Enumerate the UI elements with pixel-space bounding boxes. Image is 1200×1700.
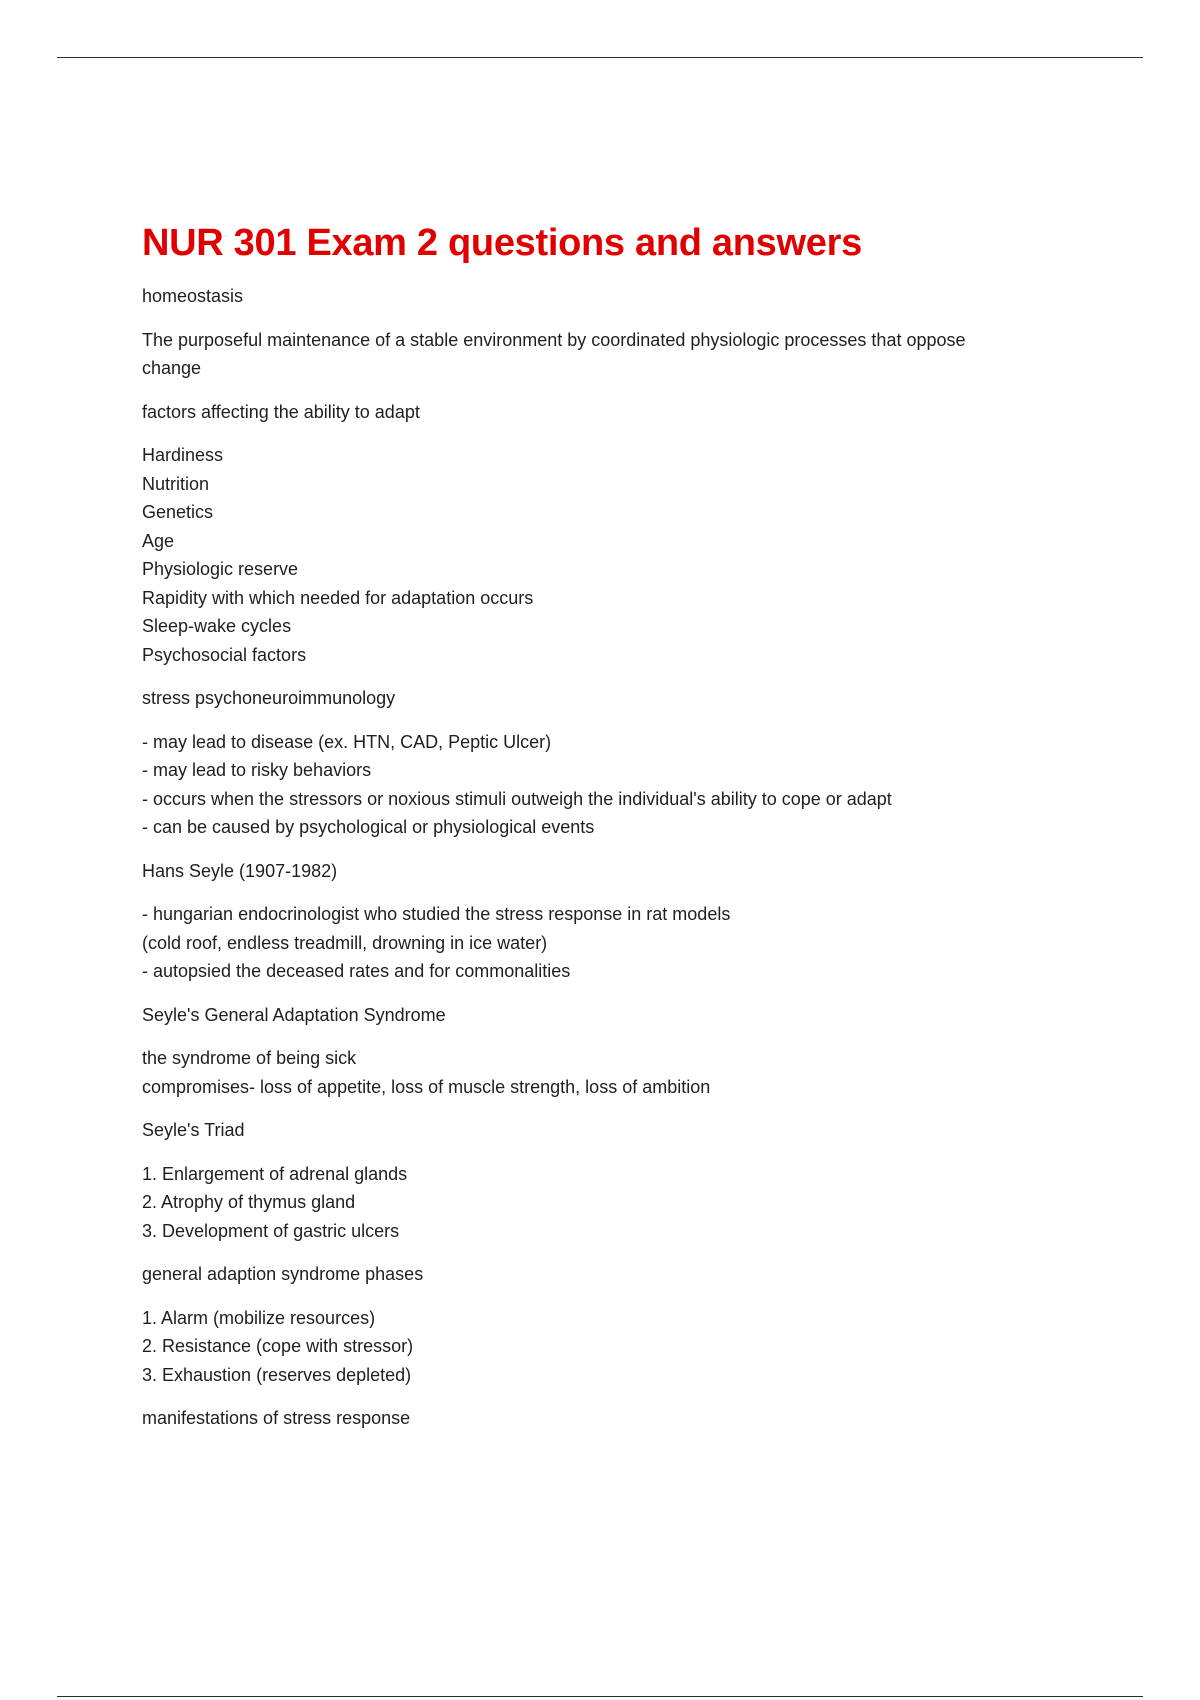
qa-answer: 1. Alarm (mobilize resources) 2. Resistance (cope with stressor) 3. Exhaustion (reserves depleted) (142, 1307, 414, 1385)
qa-term: stress psychoneuroimmunology (142, 688, 396, 708)
qa-term: manifestations of stress response (142, 1408, 411, 1428)
qa-answer: The purposeful maintenance of a stable environment by coordinated physiologic processes that oppose change (142, 329, 966, 378)
qa-answer: - hungarian endocrinologist who studied the stress response in rat models (cold roof, endless treadmill, drowning in ice water) - autopsied the deceased rates and for commonalities (142, 904, 731, 981)
qa-answer: the syndrome of being sick compromises- loss of appetite, loss of muscle strength, loss of ambition (142, 1048, 711, 1097)
document-title: NUR 301 Exam 2 questions and answers (142, 222, 862, 264)
qa-item (142, 398, 1072, 670)
qa-item (142, 1116, 1072, 1245)
qa-term: Hans Seyle (1907-1982) (142, 860, 338, 881)
qa-list (142, 282, 1072, 1433)
qa-item (142, 1260, 1072, 1389)
qa-answer: - may lead to disease (ex. HTN, CAD, Peptic Ulcer) - may lead to risky behaviors - occurs when the stressors or noxious stimuli outweigh the individual's ability to cope or adapt - can be caused by psychological or physiological events (142, 731, 892, 837)
qa-term: factors affecting the ability to adapt (142, 401, 420, 422)
qa-term: Seyle's Triad (142, 1120, 245, 1140)
qa-item (142, 282, 1072, 383)
qa-item (142, 857, 1072, 986)
qa-term: Seyle's General Adaptation Syndrome (142, 1004, 446, 1025)
header-rule (57, 57, 1143, 58)
qa-item (142, 684, 1072, 842)
document-body (142, 218, 1072, 1448)
qa-answer: 1. Enlargement of adrenal glands 2. Atrophy of thymus gland 3. Development of gastric ulcers (142, 1163, 408, 1241)
qa-answer: Hardiness Nutrition Genetics Age Physiologic reserve Rapidity with which needed for adaptation occurs Sleep-wake cycles Psychosocial factors (142, 445, 534, 665)
footer-rule (57, 1696, 1143, 1697)
qa-item (142, 1001, 1072, 1102)
qa-term: homeostasis (142, 286, 244, 306)
qa-term: general adaption syndrome phases (142, 1264, 424, 1284)
qa-item (142, 1404, 1072, 1433)
